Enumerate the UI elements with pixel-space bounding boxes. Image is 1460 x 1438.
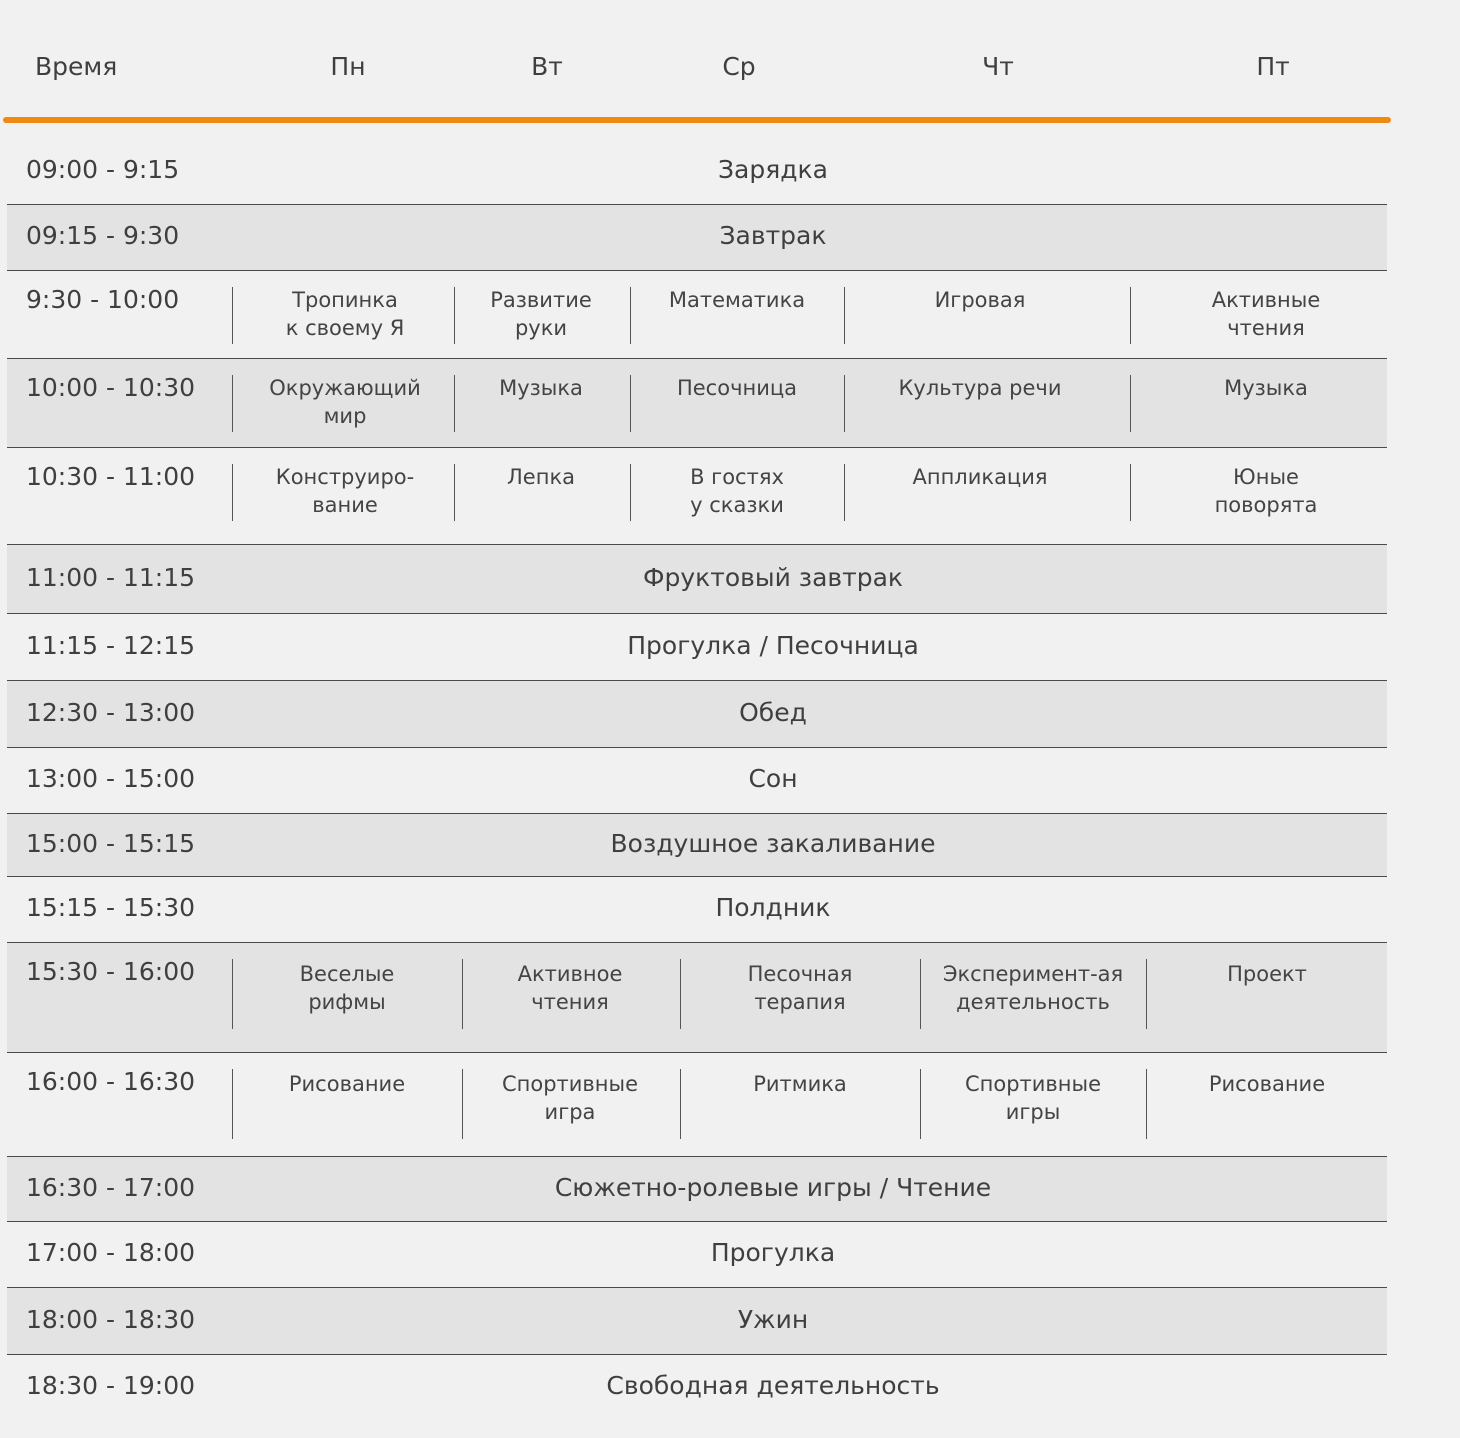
column-separator bbox=[920, 959, 921, 1029]
table-row bbox=[7, 814, 1387, 877]
column-separator bbox=[680, 1069, 681, 1139]
table-row bbox=[7, 448, 1387, 545]
day-activity: Культура речи bbox=[898, 376, 1062, 400]
table-row bbox=[7, 748, 1387, 814]
column-separator bbox=[1146, 1069, 1147, 1139]
table-row bbox=[7, 943, 1387, 1053]
row-activity: Прогулка bbox=[710, 1238, 836, 1267]
row-time: 9:30 - 10:00 bbox=[26, 285, 180, 314]
row-activity: Зарядка bbox=[718, 155, 828, 184]
row-activity: Полдник bbox=[715, 893, 831, 922]
table-row bbox=[7, 681, 1387, 748]
column-separator bbox=[454, 375, 455, 432]
column-separator bbox=[680, 959, 681, 1029]
table-row bbox=[7, 1157, 1387, 1222]
row-time: 12:30 - 13:00 bbox=[26, 698, 196, 727]
day-activity: Музыка bbox=[1224, 376, 1308, 400]
column-separator bbox=[232, 375, 233, 432]
day-activity: Спортивные игра bbox=[501, 1072, 639, 1124]
header-day-tue: Вт bbox=[531, 52, 563, 81]
row-activity: Фруктовый завтрак bbox=[642, 563, 903, 592]
table-row bbox=[7, 1053, 1387, 1157]
day-activity: Конструиро- вание bbox=[275, 465, 415, 517]
row-time: 10:30 - 11:00 bbox=[26, 462, 196, 491]
table-row bbox=[7, 877, 1387, 943]
row-activity: Обед bbox=[739, 698, 807, 727]
day-activity: Песочница bbox=[676, 376, 798, 400]
column-separator bbox=[1130, 287, 1131, 344]
day-activity: Развитие руки bbox=[490, 288, 592, 340]
row-activity: Ужин bbox=[737, 1305, 809, 1334]
day-activity: Песочная терапия bbox=[747, 962, 853, 1014]
column-separator bbox=[844, 375, 845, 432]
table-row bbox=[7, 1288, 1387, 1355]
column-separator bbox=[232, 287, 233, 344]
day-activity: Рисование bbox=[288, 1072, 406, 1096]
column-separator bbox=[454, 464, 455, 521]
row-time: 11:15 - 12:15 bbox=[26, 631, 196, 660]
header-day-thu: Чт bbox=[982, 52, 1014, 81]
table-row bbox=[7, 614, 1387, 681]
row-time: 09:15 - 9:30 bbox=[26, 221, 180, 250]
day-activity: Игровая bbox=[934, 288, 1026, 312]
table-row bbox=[7, 1222, 1387, 1288]
row-activity: Воздушное закаливание bbox=[610, 829, 936, 858]
day-activity: Активное чтения bbox=[517, 962, 623, 1014]
row-time: 10:00 - 10:30 bbox=[26, 373, 196, 402]
row-time: 16:00 - 16:30 bbox=[26, 1067, 196, 1096]
column-separator bbox=[232, 464, 233, 521]
day-activity: Веселые рифмы bbox=[299, 962, 395, 1014]
column-separator bbox=[844, 464, 845, 521]
column-separator bbox=[1146, 959, 1147, 1029]
day-activity: Эксперимент-ая деятельность bbox=[942, 962, 1124, 1014]
column-separator bbox=[454, 287, 455, 344]
day-activity: В гостях у сказки bbox=[690, 465, 784, 517]
row-time: 11:00 - 11:15 bbox=[26, 563, 196, 592]
header-divider bbox=[3, 117, 1391, 123]
row-time: 16:30 - 17:00 bbox=[26, 1173, 196, 1202]
row-time: 15:15 - 15:30 bbox=[26, 893, 196, 922]
row-time: 09:00 - 9:15 bbox=[26, 155, 180, 184]
day-activity: Спортивные игры bbox=[964, 1072, 1102, 1124]
row-activity: Завтрак bbox=[719, 221, 827, 250]
row-time: 13:00 - 15:00 bbox=[26, 764, 196, 793]
day-activity: Юные поворята bbox=[1214, 465, 1318, 517]
row-time: 15:00 - 15:15 bbox=[26, 829, 196, 858]
column-separator bbox=[920, 1069, 921, 1139]
header-day-mon: Пн bbox=[330, 52, 366, 81]
column-separator bbox=[462, 1069, 463, 1139]
table-row bbox=[7, 545, 1387, 614]
row-time: 15:30 - 16:00 bbox=[26, 957, 196, 986]
column-separator bbox=[232, 959, 233, 1029]
row-time: 18:30 - 19:00 bbox=[26, 1371, 196, 1400]
day-activity: Музыка bbox=[499, 376, 583, 400]
table-row bbox=[7, 271, 1387, 359]
schedule-header bbox=[4, 0, 1391, 124]
row-activity: Сюжетно-ролевые игры / Чтение bbox=[554, 1173, 992, 1202]
day-activity: Математика bbox=[668, 288, 806, 312]
column-separator bbox=[232, 1069, 233, 1139]
column-separator bbox=[844, 287, 845, 344]
day-activity: Окружающий мир bbox=[269, 376, 421, 428]
table-row bbox=[7, 359, 1387, 448]
column-separator bbox=[1130, 375, 1131, 432]
table-row bbox=[7, 205, 1387, 271]
header-day-fri: Пт bbox=[1256, 52, 1290, 81]
day-activity: Рисование bbox=[1208, 1072, 1326, 1096]
day-activity: Проект bbox=[1227, 962, 1307, 986]
column-separator bbox=[630, 375, 631, 432]
header-day-wed: Ср bbox=[722, 52, 756, 81]
column-separator bbox=[462, 959, 463, 1029]
table-row bbox=[7, 138, 1387, 205]
table-row bbox=[7, 1355, 1387, 1420]
day-activity: Аппликация bbox=[912, 465, 1048, 489]
row-time: 18:00 - 18:30 bbox=[26, 1305, 196, 1334]
row-activity: Сон bbox=[748, 764, 798, 793]
row-activity: Свободная деятельность bbox=[606, 1371, 940, 1400]
column-separator bbox=[630, 287, 631, 344]
row-activity: Прогулка / Песочница bbox=[627, 631, 919, 660]
day-activity: Активные чтения bbox=[1211, 288, 1321, 340]
header-time: Время bbox=[35, 52, 118, 81]
day-activity: Лепка bbox=[507, 465, 575, 489]
day-activity: Тропинка к своему Я bbox=[285, 288, 405, 340]
column-separator bbox=[1130, 464, 1131, 521]
day-activity: Ритмика bbox=[753, 1072, 847, 1096]
column-separator bbox=[630, 464, 631, 521]
row-time: 17:00 - 18:00 bbox=[26, 1238, 196, 1267]
